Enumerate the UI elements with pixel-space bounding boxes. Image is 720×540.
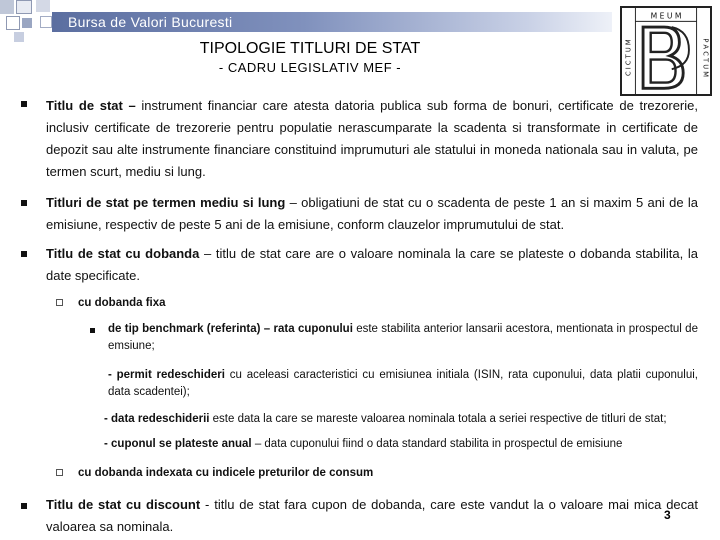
reopen-date-text: este data la care se mareste valoarea nominala totala a seriei respective de titluri de stat; <box>209 413 667 425</box>
reopen-date-term: - data redeschiderii <box>104 413 210 425</box>
reopen-term: - permit redeschideri <box>108 369 225 381</box>
item-separator: – <box>285 195 302 210</box>
square-bullet <box>21 200 27 206</box>
item-term: Titlu de stat <box>46 98 123 113</box>
item-separator: - <box>200 497 215 512</box>
item-text: obligatiuni de stat cu o scadenta de peste 1 an si maxim 5 ani de la emisiune, respectiv de peste 5 ani de la emisiune, conform clauzelor imprumutului de stat. <box>46 195 698 232</box>
item-term: Titlu de stat cu discount <box>46 497 201 512</box>
item-text: titlu de stat care are o valoare nominala la care se plateste o dobanda stabilita, la date specificate. <box>46 246 698 283</box>
reopen-text: cu aceleasi caracteristici cu emisiunea initiala (ISIN, rata cuponului, data platii cuponului, data scadentei); <box>108 369 698 398</box>
square-bullet <box>21 101 27 107</box>
coupon-term: - cuponul se plateste anual <box>104 438 252 450</box>
page-number: 3 <box>664 508 671 522</box>
sub-item-fixed: cu dobanda fixa <box>78 297 166 309</box>
list-item <box>46 243 698 287</box>
sub-item-reopen <box>108 367 698 401</box>
item-term: Titluri de stat pe termen mediu si lung <box>46 195 286 210</box>
logo-left-text: C I C T U M <box>624 39 633 76</box>
list-item <box>46 192 698 236</box>
item-separator: – <box>122 98 142 113</box>
square-bullet <box>21 503 27 509</box>
hollow-bullet <box>56 299 63 306</box>
benchmark-term: de tip benchmark (referinta) <box>108 323 261 335</box>
small-bullet <box>90 328 95 333</box>
sub-item-reopen-date <box>104 411 698 428</box>
benchmark-coupon-term: rata cuponului <box>273 323 353 335</box>
list-item <box>46 95 698 183</box>
page-title: TIPOLOGIE TITLURI DE STAT <box>199 40 421 57</box>
coupon-text: – data cuponului fiind o data standard stabilita in prospectul de emisiune <box>251 438 623 450</box>
item-term: Titlu de stat cu dobanda <box>46 246 200 261</box>
sub-item-benchmark <box>108 321 698 355</box>
page-subtitle: - CADRU LEGISLATIV MEF - <box>218 60 402 75</box>
benchmark-separator: – <box>260 323 274 335</box>
sub-item-coupon <box>104 436 698 453</box>
institution-name: Bursa de Valori Bucuresti <box>68 14 233 30</box>
logo-top-text: M E U M <box>650 11 682 21</box>
item-separator: – <box>199 246 216 261</box>
list-item <box>46 494 698 538</box>
sub-item-indexed: cu dobanda indexata cu indicele preturilor de consum <box>78 467 374 479</box>
logo-right-text: P A C T U M <box>701 38 710 77</box>
hollow-bullet <box>56 469 63 476</box>
benchmark-text: este stabilita anterior lansarii acestora, mentionata in prospectul de emsiune; <box>108 323 698 352</box>
item-text: instrument financiar care atesta datoria publica sub forma de bonuri, certificate de trezorerie, inclusiv certificate de trezorerie pentru populatie nerascumparate la scadenta si transformate in certificate de depozit sau alte instrumente financiare constituind imprumuturi ale statului in moneda nationala sau in valuta, pe termen scurt, mediu si lung. <box>46 98 698 179</box>
square-bullet <box>21 251 27 257</box>
item-text: titlu de stat fara cupon de dobanda, care este vandut la o valoare mai mica decat valoarea sa nominala. <box>46 497 698 534</box>
